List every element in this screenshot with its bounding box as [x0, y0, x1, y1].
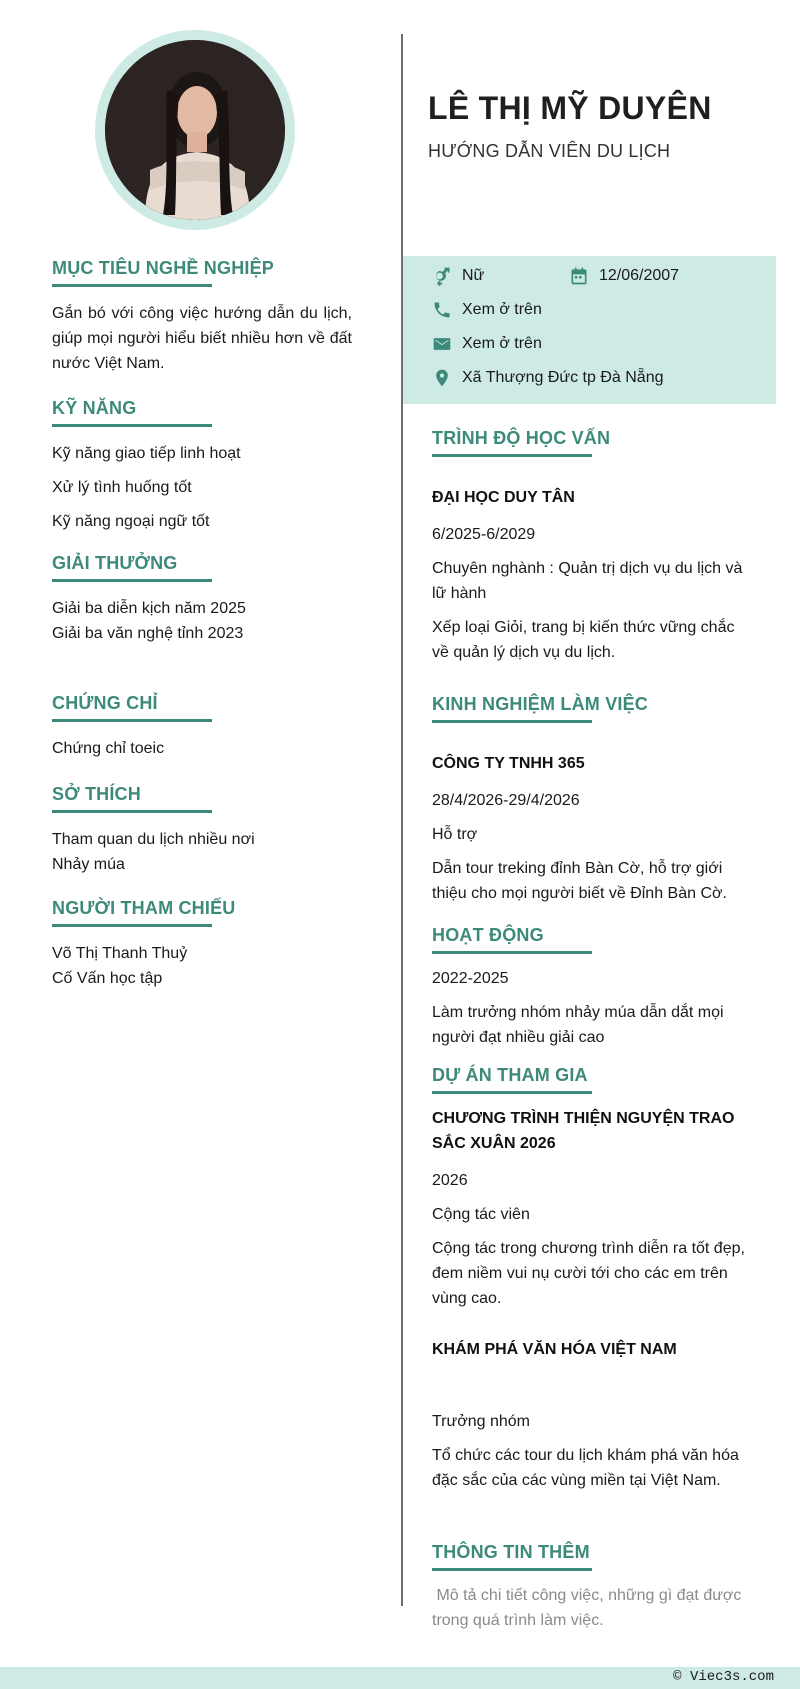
- skill-item: Xử lý tình huống tốt: [52, 479, 192, 496]
- hobby-item: Tham quan du lịch nhiều nơi: [52, 831, 255, 848]
- certs-section: [52, 691, 352, 761]
- projects-title: DỰ ÁN THAM GIA: [432, 1065, 588, 1085]
- cert-item: Chứng chỉ toeic: [52, 740, 165, 757]
- company-name: CÔNG TY TNHH 365: [432, 755, 585, 772]
- contact-box: [403, 256, 776, 404]
- extra-placeholder[interactable]: Mô tả chi tiết công việc, những gì đạt được trong quá trình làm việc.: [432, 1587, 746, 1629]
- education-period: 6/2025-6/2029: [432, 526, 536, 543]
- project-desc: Cộng tác trong chương trình diễn ra tốt đẹp, đem niềm vui nụ cười tới cho các em trên vùng cao.: [432, 1240, 745, 1307]
- contact-address: [432, 368, 664, 388]
- contact-birthdate: [569, 266, 679, 286]
- reference-item: Cố Vấn học tập: [52, 970, 163, 987]
- reference-item: Võ Thị Thanh Thuỷ: [52, 945, 188, 962]
- experience-period: 28/4/2026-29/4/2026: [432, 792, 580, 809]
- section-rule: [52, 719, 212, 722]
- objective-text: Gắn bó với công việc hướng dẫn du lịch, giúp mọi người hiểu biết nhiều hơn về đất nước Việt Nam.: [52, 305, 352, 372]
- phone-icon: [432, 300, 452, 320]
- extra-title: THÔNG TIN THÊM: [432, 1542, 590, 1562]
- activities-period: 2022-2025: [432, 970, 509, 987]
- candidate-name: LÊ THỊ MỸ DUYÊN: [428, 90, 712, 126]
- project-desc: Tổ chức các tour du lịch khám phá văn hóa đặc sắc của các vùng miền tại Việt Nam.: [432, 1447, 739, 1489]
- section-rule: [52, 424, 212, 427]
- education-title: TRÌNH ĐỘ HỌC VẤN: [432, 428, 611, 448]
- email-value: Xem ở trên: [462, 335, 542, 352]
- hobby-item: Nhảy múa: [52, 856, 125, 873]
- project-year: 2026: [432, 1172, 468, 1189]
- project-name: KHÁM PHÁ VĂN HÓA VIỆT NAM: [432, 1341, 677, 1358]
- project-role: Cộng tác viên: [432, 1206, 530, 1223]
- avatar-portrait: [105, 40, 285, 220]
- experience-desc: Dẫn tour treking đỉnh Bàn Cờ, hỗ trợ giới thiệu cho mọi người biết về Đỉnh Bàn Cờ.: [432, 860, 727, 902]
- avatar-ring: [95, 30, 295, 230]
- email-icon: [432, 334, 452, 354]
- footer-brand[interactable]: © Viec3s.com: [673, 1669, 774, 1685]
- certs-title: CHỨNG CHỈ: [52, 693, 158, 713]
- experience-title: KINH NGHIỆM LÀM VIỆC: [432, 694, 649, 714]
- awards-section: [52, 551, 352, 646]
- section-rule: [52, 810, 212, 813]
- section-rule: [432, 951, 592, 954]
- address-value: Xã Thượng Đức tp Đà Nẵng: [462, 369, 664, 386]
- experience-section: [432, 692, 752, 906]
- calendar-icon: [569, 266, 589, 286]
- award-item: Giải ba văn nghệ tỉnh 2023: [52, 625, 244, 642]
- section-rule: [52, 284, 212, 287]
- education-major: Chuyên nghành : Quản trị dịch vụ du lịch và lữ hành: [432, 560, 743, 602]
- section-rule: [432, 720, 592, 723]
- birthdate-value: 12/06/2007: [599, 267, 680, 284]
- section-rule: [432, 454, 592, 457]
- phone-value: Xem ở trên: [462, 301, 542, 318]
- objective-section: [52, 256, 352, 376]
- school-name: ĐẠI HỌC DUY TÂN: [432, 489, 575, 506]
- contact-email: [432, 334, 542, 354]
- footer-bar: [0, 1667, 800, 1689]
- project-name: CHƯƠNG TRÌNH THIỆN NGUYỆN TRAO SẮC XUÂN 2026: [432, 1110, 735, 1152]
- skill-item: Kỹ năng giao tiếp linh hoạt: [52, 445, 241, 462]
- award-item: Giải ba diễn kịch năm 2025: [52, 600, 246, 617]
- contact-phone: [432, 300, 542, 320]
- extra-section: [432, 1540, 752, 1633]
- references-title: NGƯỜI THAM CHIẾU: [52, 898, 236, 918]
- skill-item: Kỹ năng ngoại ngữ tốt: [52, 513, 210, 530]
- hobbies-title: SỞ THÍCH: [52, 784, 141, 804]
- candidate-role: HƯỚNG DẪN VIÊN DU LỊCH: [428, 141, 671, 161]
- contact-gender: [432, 266, 484, 286]
- location-icon: [432, 368, 452, 388]
- project-role: Trưởng nhóm: [432, 1413, 530, 1430]
- education-desc: Xếp loại Giỏi, trang bị kiến thức vững chắc về quản lý dịch vụ du lịch.: [432, 619, 735, 661]
- activities-desc: Làm trưởng nhóm nhảy múa dẫn dắt mọi người đạt nhiều giải cao: [432, 1004, 724, 1046]
- activities-title: HOẠT ĐỘNG: [432, 925, 544, 945]
- references-section: [52, 896, 352, 991]
- section-rule: [52, 579, 212, 582]
- gender-icon: [432, 266, 452, 286]
- skills-section: [52, 396, 352, 534]
- education-section: [432, 426, 752, 665]
- hobbies-section: [52, 782, 352, 877]
- skills-title: KỸ NĂNG: [52, 398, 137, 418]
- awards-title: GIẢI THƯỞNG: [52, 553, 178, 573]
- projects-section: [432, 1063, 752, 1493]
- experience-position: Hỗ trợ: [432, 826, 478, 843]
- section-rule: [52, 924, 212, 927]
- section-rule: [432, 1568, 592, 1571]
- section-rule: [432, 1091, 592, 1094]
- avatar: [105, 40, 285, 220]
- objective-title: MỤC TIÊU NGHỀ NGHIỆP: [52, 258, 275, 278]
- activities-section: [432, 923, 752, 1050]
- gender-value: Nữ: [462, 267, 485, 284]
